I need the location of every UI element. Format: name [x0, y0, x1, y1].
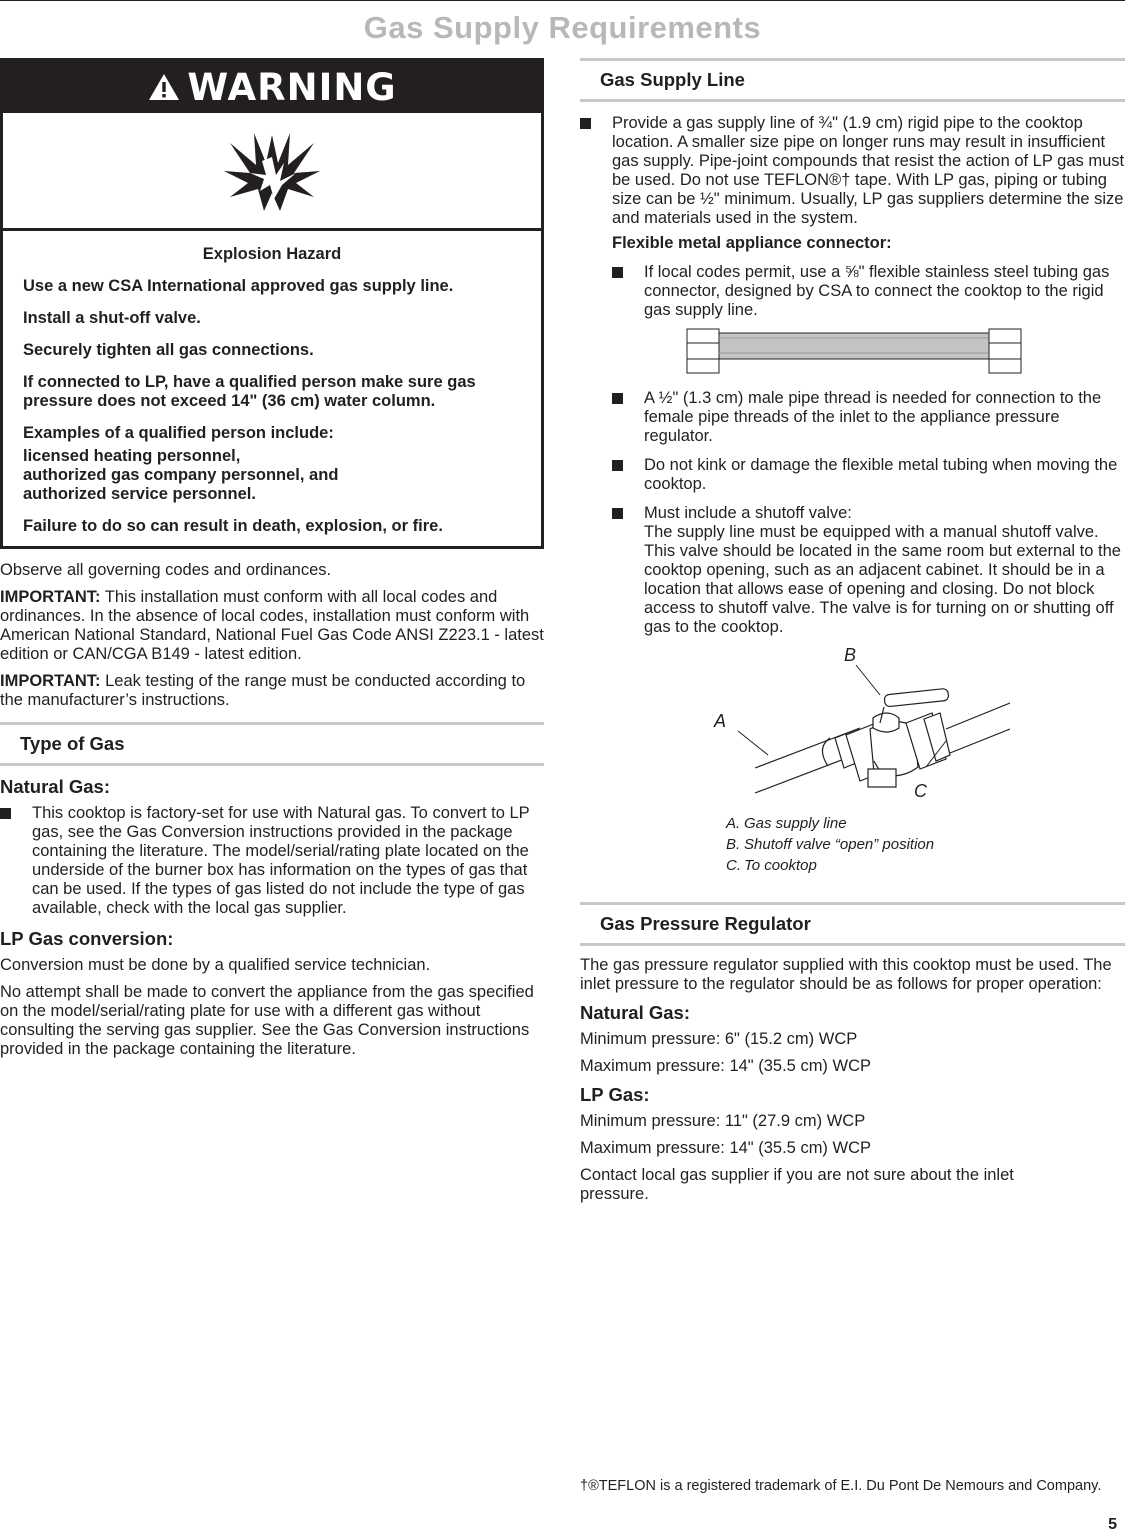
list-item	[612, 504, 1125, 637]
diagram-label-a: A	[714, 711, 727, 731]
bullet-text: If local codes permit, use a ⅝" flexible stainless steel tubing gas connector, designed by CSA to connect the cooktop to the rigid gas supply line.	[644, 263, 1110, 319]
warning-line: Securely tighten all gas connections.	[23, 341, 314, 359]
warning-line: Examples of a qualified person include:	[23, 424, 334, 442]
bullet-text: This cooktop is factory-set for use with Natural gas. To convert to LP gas, see the Gas Conversion instructions provided in the package containing the literature. The model/serial/rating plate located on the underside of the burner box has information on the types of gas that can be used. If the types of gas listed do not include the type of gas available, check with the local gas supplier.	[32, 804, 530, 917]
page-title: Gas Supply Requirements	[363, 10, 762, 45]
lp-paragraph-2: No attempt shall be made to convert the appliance from the gas specified on the model/serial/rating plate for use with a different gas without consulting the serving gas supplier. See the Gas Conversion instructions provided in the package containing the literature.	[0, 983, 534, 1058]
list-item	[612, 456, 1125, 494]
legend-item	[726, 855, 1125, 876]
left-column	[0, 58, 544, 1067]
natural-gas-heading: Natural Gas:	[0, 776, 111, 797]
contact-supplier: Contact local gas supplier if you are not sure about the inlet pressure.	[580, 1166, 1014, 1203]
warning-body	[3, 231, 541, 546]
regulator-lp-heading: LP Gas:	[580, 1084, 650, 1105]
natural-min-pressure: Minimum pressure: 6" (15.2 cm) WCP	[580, 1030, 858, 1048]
diagram-legend	[726, 813, 1125, 876]
top-rule	[0, 0, 1125, 1]
explosion-symbol	[3, 113, 541, 231]
sub-list	[580, 263, 1125, 637]
observe-text: Observe all governing codes and ordinances.	[0, 561, 332, 579]
bullet-square-icon	[612, 393, 623, 404]
legend-item	[726, 813, 1125, 834]
important-label: IMPORTANT:	[0, 588, 101, 606]
legend-key: C.	[726, 857, 741, 874]
regulator-intro: The gas pressure regulator supplied with this cooktop must be used. The inlet pressure to the regulator should be as follows for proper operation:	[580, 956, 1112, 993]
bullet-text: Provide a gas supply line of ¾" (1.9 cm) rigid pipe to the cooktop location. A smaller size pipe on longer runs may result in insufficient gas supply. Pipe-joint compounds that resist the action of LP gas must be used. Do not use TEFLON®† tape. With LP gas, piping or tubing size can be ½" minimum. Usually, LP gas suppliers determine the size and materials used in the system.	[612, 114, 1125, 227]
list-item	[612, 263, 1125, 320]
example-line: authorized service personnel.	[23, 485, 256, 503]
important-paragraph-1	[0, 588, 544, 664]
teflon-footnote: †®TEFLON is a registered trademark of E.I. Du Pont De Nemours and Company.	[580, 1478, 1102, 1494]
warning-line: Use a new CSA International approved gas supply line.	[23, 277, 454, 295]
bullet-text: Must include a shutoff valve: The supply line must be equipped with a manual shutoff valve. This valve should be located in the same room but external to the cooktop opening, such as an adjacent cabinet. It should be in a location that allows ease of opening and closing. Do not block access to shutoff valve. The valve is for turning on or shutting off gas to the cooktop.	[644, 504, 1121, 636]
list-item	[0, 804, 544, 918]
legend-text: Gas supply line	[744, 815, 847, 832]
flex-connector-diagram	[686, 328, 1125, 381]
bullet-text: Do not kink or damage the flexible metal tubing when moving the cooktop.	[644, 456, 1118, 493]
list-item	[580, 114, 1125, 228]
lp-max-pressure: Maximum pressure: 14" (35.5 cm) WCP	[580, 1139, 872, 1157]
legend-key: A.	[726, 815, 741, 832]
diagram-label-b: B	[844, 645, 857, 665]
warning-box	[0, 58, 544, 549]
bullet-square-icon	[612, 267, 623, 278]
section-heading-gas-supply-line: Gas Supply Line	[580, 58, 1125, 102]
bullet-square-icon	[0, 808, 11, 819]
lp-paragraph-1: Conversion must be done by a qualified service technician.	[0, 956, 431, 974]
page-number: 5	[1108, 1516, 1117, 1533]
section-heading-type-of-gas: Type of Gas	[0, 722, 544, 766]
shutoff-valve-diagram	[710, 643, 1125, 813]
example-line: authorized gas company personnel, and	[23, 466, 339, 484]
warning-header	[3, 61, 541, 113]
legend-key: B.	[726, 836, 741, 853]
flex-connector-illustration	[686, 328, 1022, 376]
bullet-square-icon	[612, 508, 623, 519]
diagram-label-c: C	[914, 781, 927, 801]
legend-item	[726, 834, 1125, 855]
important-text: Leak testing of the range must be conducted according to the manufacturer’s instructions.	[0, 672, 526, 709]
warning-title: WARNING	[187, 65, 397, 109]
explosion-icon	[222, 123, 322, 219]
warning-line: If connected to LP, have a qualified person make sure gas pressure does not exceed 14" (36 cm) water column.	[23, 373, 476, 410]
important-label: IMPORTANT:	[0, 672, 101, 690]
bullet-text: A ½" (1.3 cm) male pipe thread is needed for connection to the female pipe threads of the inlet to the appliance pressure regulator.	[644, 389, 1102, 445]
shutoff-valve-illustration	[710, 643, 1010, 813]
important-paragraph-2	[0, 672, 544, 710]
list-item	[612, 389, 1125, 446]
natural-max-pressure: Maximum pressure: 14" (35.5 cm) WCP	[580, 1057, 872, 1075]
failure-line: Failure to do so can result in death, explosion, or fire.	[23, 517, 443, 535]
warning-triangle-icon	[147, 72, 181, 102]
bullet-square-icon	[580, 118, 591, 129]
right-column	[580, 58, 1125, 1212]
bullet-square-icon	[612, 460, 623, 471]
example-line: licensed heating personnel,	[23, 447, 241, 465]
lp-conversion-heading: LP Gas conversion:	[0, 928, 174, 949]
important-text: This installation must conform with all local codes and ordinances. In the absence of local codes, installation must conform with American National Standard, National Fuel Gas Code ANSI Z223.1 - latest edition or CAN/CGA B149 - latest edition.	[0, 588, 544, 663]
flex-connector-title: Flexible metal appliance connector:	[612, 234, 892, 252]
warning-line: Install a shut-off valve.	[23, 309, 201, 327]
legend-text: Shutoff valve “open” position	[744, 836, 935, 853]
hazard-title: Explosion Hazard	[202, 245, 342, 263]
legend-text: To cooktop	[744, 857, 817, 874]
section-heading-gas-pressure-regulator: Gas Pressure Regulator	[580, 902, 1125, 946]
regulator-natural-heading: Natural Gas:	[580, 1002, 691, 1023]
lp-min-pressure: Minimum pressure: 11" (27.9 cm) WCP	[580, 1112, 866, 1130]
